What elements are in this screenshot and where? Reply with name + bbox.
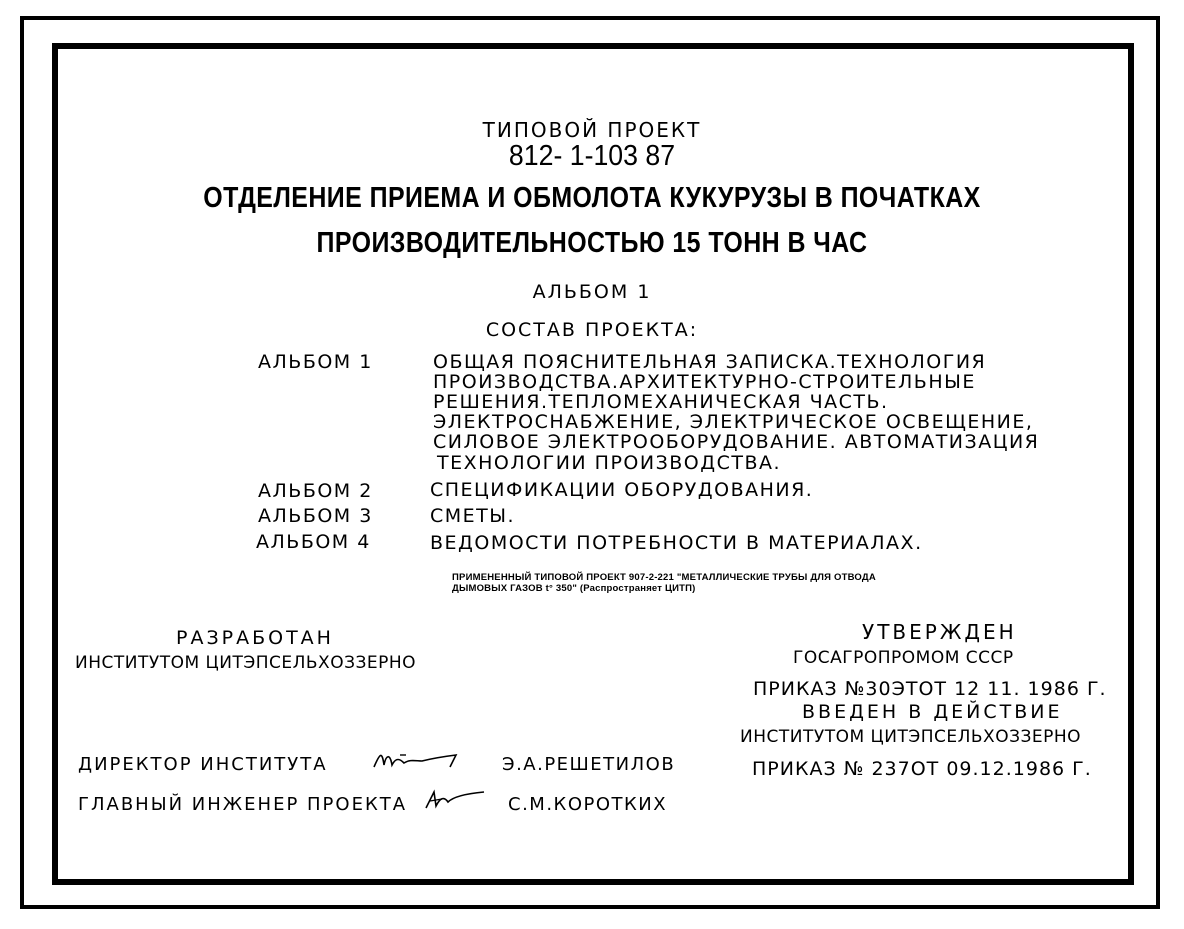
album-3-label: АЛЬБОМ 3 [258,505,373,527]
album-2-line-1: СПЕЦИФИКАЦИИ ОБОРУДОВАНИЯ. [430,479,814,501]
album-3-line-1: СМЕТЫ. [430,505,516,527]
album-4-line-1: ВЕДОМОСТИ ПОТРЕБНОСТИ В МАТЕРИАЛАХ. [430,532,923,554]
album-1-line-2: ПРОИЗВОДСТВА.АРХИТЕКТУРНО-СТРОИТЕЛЬНЫЕ [433,371,976,393]
album-1-line-6: ТЕХНОЛОГИИ ПРОИЗВОДСТВА. [437,452,782,474]
approved-heading: УТВЕРЖДЕН [862,620,1017,644]
director-name: Э.А.РЕШЕТИЛОВ [502,754,676,775]
album-2-label: АЛЬБОМ 2 [258,480,373,502]
album-1-line-4: ЭЛЕКТРОСНАБЖЕНИЕ, ЭЛЕКТРИЧЕСКОЕ ОСВЕЩЕНИЕ, [433,411,1034,433]
director-signature [370,745,462,775]
developed-heading: РАЗРАБОТАН [176,627,334,649]
enacted-order: ПРИКАЗ № 237ОТ 09.12.1986 Г. [752,758,1092,780]
chief-engineer-signature [422,786,492,814]
note-line-2: ДЫМОВЫХ ГАЗОВ t° 350" (Распространяет ЦИТП) [452,583,696,594]
album-1-label: АЛЬБОМ 1 [258,351,373,373]
title-line-1: ОТДЕЛЕНИЕ ПРИЕМА И ОБМОЛОТА КУКУРУЗЫ В ПОЧАТКАХ [203,182,981,214]
album-label: АЛЬБОМ 1 [532,281,652,303]
enacted-heading: ВВЕДЕН В ДЕЙСТВИЕ [802,701,1063,723]
album-1-line-1: ОБЩАЯ ПОЯСНИТЕЛЬНАЯ ЗАПИСКА.ТЕХНОЛОГИЯ [433,351,987,373]
title-line-2: ПРОИЗВОДИТЕЛЬНОСТЬЮ 15 ТОНН В ЧАС [316,227,868,259]
director-role: ДИРЕКТОР ИНСТИТУТА [78,754,328,775]
note-line-1: ПРИМЕНЕННЫЙ ТИПОВОЙ ПРОЕКТ 907-2-221 "МЕТАЛЛИЧЕСКИЕ ТРУБЫ ДЛЯ ОТВОДА [452,572,876,583]
album-4-label: АЛЬБОМ 4 [256,531,371,553]
approved-by: ГОСАГРОПРОМОМ СССР [793,648,1014,668]
developed-by: ИНСТИТУТОМ ЦИТЭПСЕЛЬХОЗЗЕРНО [75,653,417,673]
approval-order: ПРИКАЗ №30ЭТОТ 12 11. 1986 Г. [753,678,1107,700]
chief-engineer-name: С.М.КОРОТКИХ [508,794,668,815]
enacted-by: ИНСТИТУТОМ ЦИТЭПСЕЛЬХОЗЗЕРНО [740,727,1082,747]
album-1-line-3: РЕШЕНИЯ.ТЕПЛОМЕХАНИЧЕСКАЯ ЧАСТЬ. [433,391,889,413]
chief-engineer-role: ГЛАВНЫЙ ИНЖЕНЕР ПРОЕКТА [78,794,408,815]
composition-heading: СОСТАВ ПРОЕКТА: [485,319,699,341]
project-number: 812- 1-103 87 [508,140,676,172]
album-1-line-5: СИЛОВОЕ ЭЛЕКТРООБОРУДОВАНИЕ. АВТОМАТИЗАЦИЯ [433,431,1040,453]
project-type: ТИПОВОЙ ПРОЕКТ [482,118,702,142]
